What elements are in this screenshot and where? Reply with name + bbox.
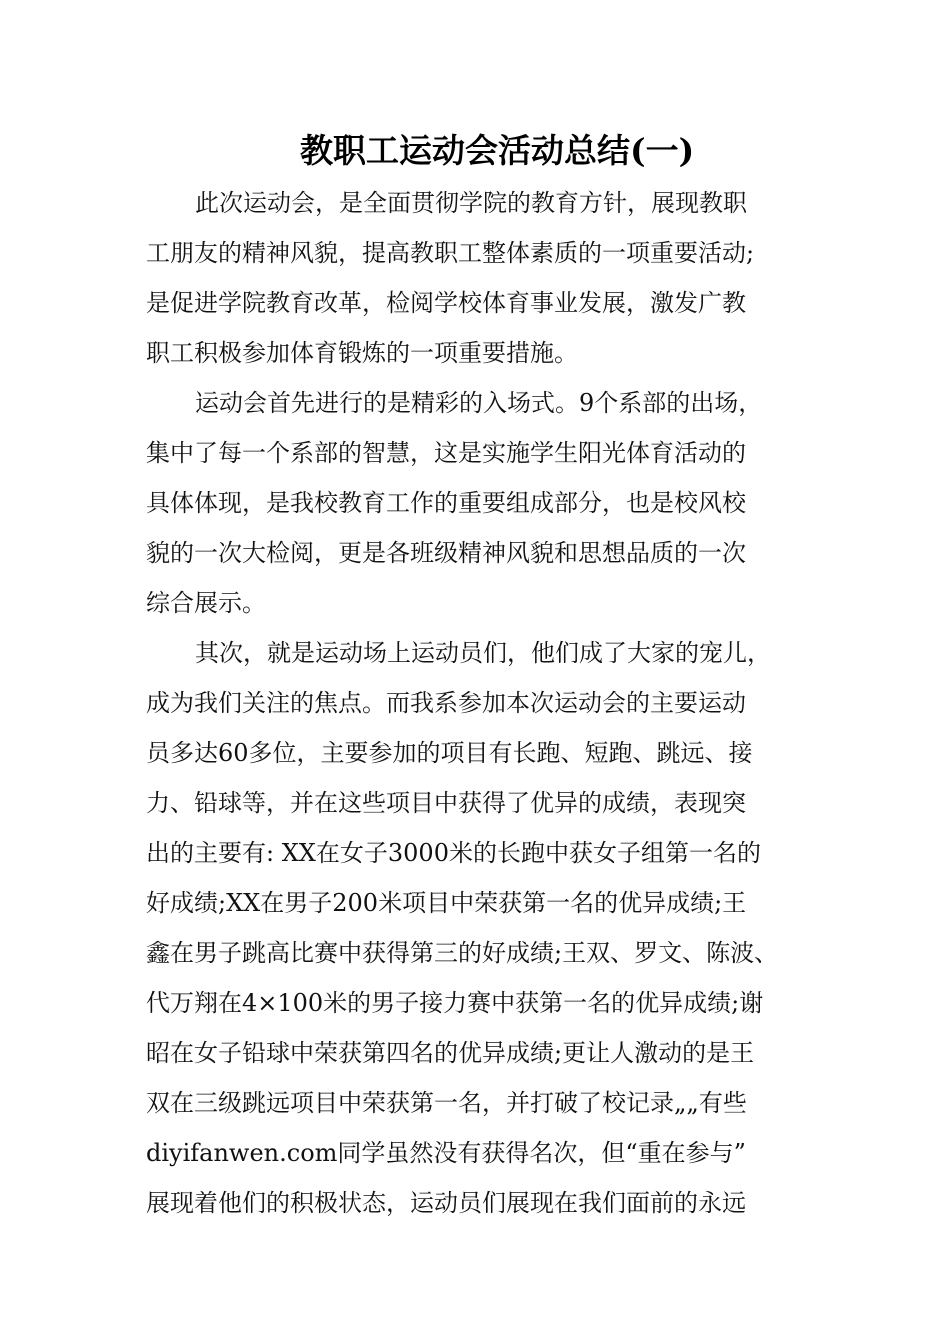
text-line: 工朋友的精神风貌，提高教职工整体素质的一项重要活动; xyxy=(146,239,755,267)
text-line: 职工积极参加体育锻炼的一项重要措施。 xyxy=(146,339,578,367)
text-line: 貌的一次大检阅，更是各班级精神风貌和思想品质的一次 xyxy=(146,539,746,567)
text-line: diyifanwen.com同学虽然没有获得名次，但“重在参与” xyxy=(146,1139,746,1167)
text-line: 综合展示。 xyxy=(146,589,266,617)
paragraph-3 xyxy=(146,628,836,1228)
text-line: 其次，就是运动场上运动员们，他们成了大家的宠儿， xyxy=(195,639,771,667)
document-body xyxy=(146,178,836,1228)
paragraph-2 xyxy=(146,378,836,628)
text-line: 力、铅球等，并在这些项目中获得了优异的成绩，表现突 xyxy=(146,789,746,817)
paragraph-1 xyxy=(146,178,836,378)
text-line: 成为我们关注的焦点。而我系参加本次运动会的主要运动 xyxy=(146,689,746,717)
text-line: 出的主要有: XX在女子3000米的长跑中获女子组第一名的 xyxy=(146,839,761,867)
text-line: 好成绩;XX在男子200米项目中荣获第一名的优异成绩;王 xyxy=(146,889,747,917)
text-line: 鑫在男子跳高比赛中获得第三的好成绩;王双、罗文、陈波、 xyxy=(146,939,779,967)
text-line: 员多达60多位，主要参加的项目有长跑、短跑、跳远、接 xyxy=(146,739,753,767)
text-line: 代万翔在4×100米的男子接力赛中获第一名的优异成绩;谢 xyxy=(146,989,764,1017)
text-line: 双在三级跳远项目中荣获第一名，并打破了校记录„„有些 xyxy=(146,1089,747,1117)
text-line: 集中了每一个系部的智慧，这是实施学生阳光体育活动的 xyxy=(146,439,746,467)
text-line: 运动会首先进行的是精彩的入场式。9个系部的出场， xyxy=(195,389,763,417)
text-line: 具体体现，是我校教育工作的重要组成部分，也是校风校 xyxy=(146,489,746,517)
document-title: 教职工运动会活动总结(一) xyxy=(300,131,695,170)
text-line: 是促进学院教育改革，检阅学校体育事业发展，激发广教 xyxy=(146,289,746,317)
text-line: 此次运动会，是全面贯彻学院的教育方针，展现教职 xyxy=(195,189,747,217)
text-line: 展现着他们的积极状态，运动员们展现在我们面前的永远 xyxy=(146,1189,746,1217)
text-line: 昭在女子铅球中荣获第四名的优异成绩;更让人激动的是王 xyxy=(146,1039,755,1067)
